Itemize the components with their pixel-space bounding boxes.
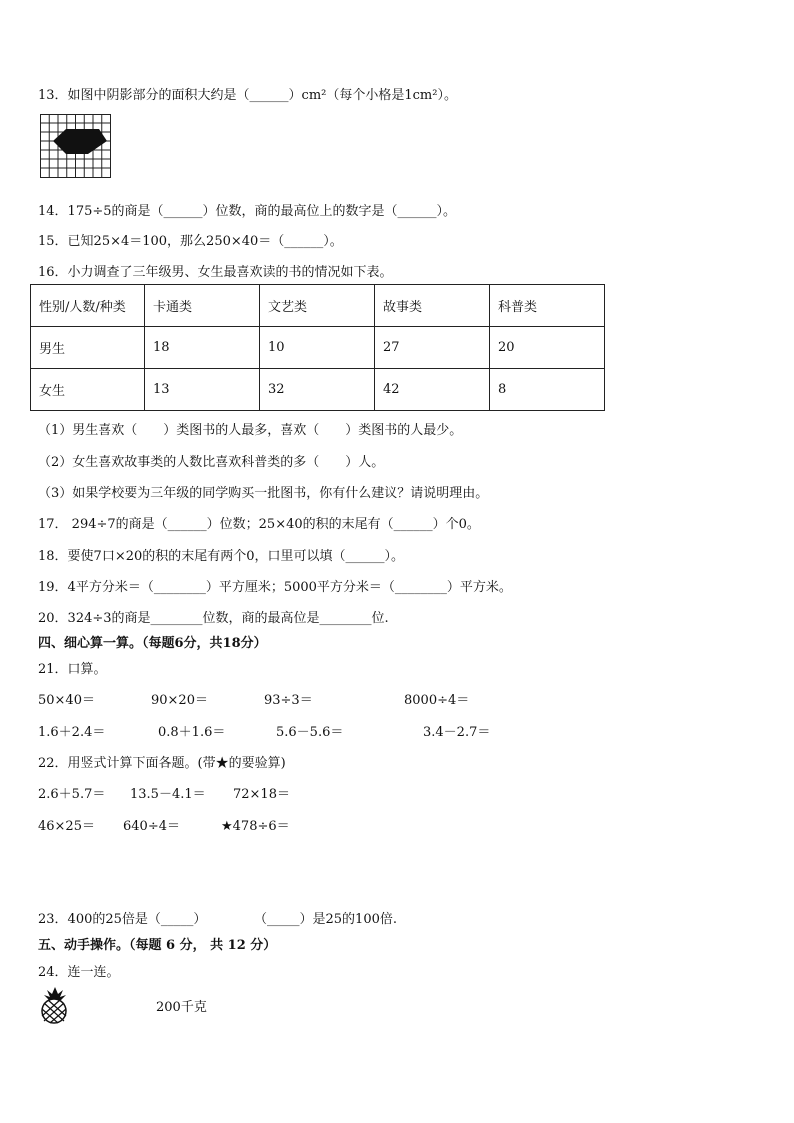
question-16-sub2: （2）女生喜欢故事类的人数比喜欢科普类的多（ ）人。 xyxy=(38,455,385,470)
vertical-calc-item: 46×25＝ xyxy=(38,819,95,834)
table-header-cell: 文艺类 xyxy=(260,285,375,327)
table-cell: 32 xyxy=(260,369,375,411)
question-18: 18．要使7口×20的积的末尾有两个0，口里可以填（______）。 xyxy=(38,549,405,564)
table-row xyxy=(31,327,605,369)
section-4-title: 四、细心算一算。（每题6分，共18分） xyxy=(38,636,267,651)
table-cell: 13 xyxy=(145,369,260,411)
table-cell: 8 xyxy=(490,369,605,411)
table-header-cell: 科普类 xyxy=(490,285,605,327)
oral-calc-item: 3.4－2.7＝ xyxy=(423,725,491,740)
weight-label: 200千克 xyxy=(156,1000,207,1015)
table-cell: 27 xyxy=(375,327,490,369)
table-cell: 女生 xyxy=(31,369,145,411)
question-23-part2: （_____）是25的100倍. xyxy=(254,912,397,927)
question-14: 14．175÷5的商是（______）位数，商的最高位上的数字是（______）。 xyxy=(38,204,457,219)
question-16-sub1: （1）男生喜欢（ ）类图书的人最多，喜欢（ ）类图书的人最少。 xyxy=(38,423,463,438)
table-header-cell: 卡通类 xyxy=(145,285,260,327)
table-cell: 42 xyxy=(375,369,490,411)
table-header-cell: 故事类 xyxy=(375,285,490,327)
table-row xyxy=(31,369,605,411)
table-cell: 男生 xyxy=(31,327,145,369)
table-cell: 10 xyxy=(260,327,375,369)
vertical-calc-item: 2.6＋5.7＝ xyxy=(38,787,106,802)
oral-calc-item: 5.6－5.6＝ xyxy=(276,725,344,740)
oral-calc-item: 8000÷4＝ xyxy=(404,693,470,708)
table-header-row xyxy=(31,285,605,327)
question-16: 16．小力调查了三年级男、女生最喜欢读的书的情况如下表。 xyxy=(38,265,393,280)
oral-calc-item: 90×20＝ xyxy=(151,693,208,708)
shaded-grid-figure xyxy=(40,114,112,178)
vertical-calc-item: 72×18＝ xyxy=(233,787,290,802)
question-20: 20．324÷3的商是________位数，商的最高位是________位. xyxy=(38,611,389,626)
vertical-calc-item: ★478÷6＝ xyxy=(221,819,290,834)
question-15: 15．已知25×4＝100，那么250×40＝（______）。 xyxy=(38,234,343,249)
question-16-sub3: （3）如果学校要为三年级的同学购买一批图书，你有什么建议？请说明理由。 xyxy=(38,486,489,501)
vertical-calc-item: 640÷4＝ xyxy=(123,819,180,834)
table-header-cell: 性别/人数/种类 xyxy=(31,285,145,327)
table-cell: 20 xyxy=(490,327,605,369)
question-21: 21．口算。 xyxy=(38,662,107,677)
pineapple-icon xyxy=(38,986,72,1024)
oral-calc-item: 1.6＋2.4＝ xyxy=(38,725,106,740)
table-cell: 18 xyxy=(145,327,260,369)
question-23-part1: 23．400的25倍是（_____） xyxy=(38,912,207,927)
oral-calc-item: 50×40＝ xyxy=(38,693,95,708)
question-24: 24．连一连。 xyxy=(38,965,120,980)
reading-survey-table xyxy=(30,284,605,411)
question-17: 17． 294÷7的商是（______）位数；25×40的积的末尾有（______）个0。 xyxy=(38,517,480,532)
question-19: 19．4平方分米＝（________）平方厘米；5000平方分米＝（________）平方米。 xyxy=(38,580,512,595)
question-13: 13．如图中阴影部分的面积大约是（______）cm²（每个小格是1cm²）。 xyxy=(38,88,457,103)
oral-calc-item: 93÷3＝ xyxy=(264,693,313,708)
section-5-title: 五、动手操作。（每题 6 分， 共 12 分） xyxy=(38,938,277,953)
vertical-calc-item: 13.5－4.1＝ xyxy=(130,787,206,802)
question-22: 22．用竖式计算下面各题。(带★的要验算) xyxy=(38,756,286,771)
oral-calc-item: 0.8＋1.6＝ xyxy=(158,725,226,740)
